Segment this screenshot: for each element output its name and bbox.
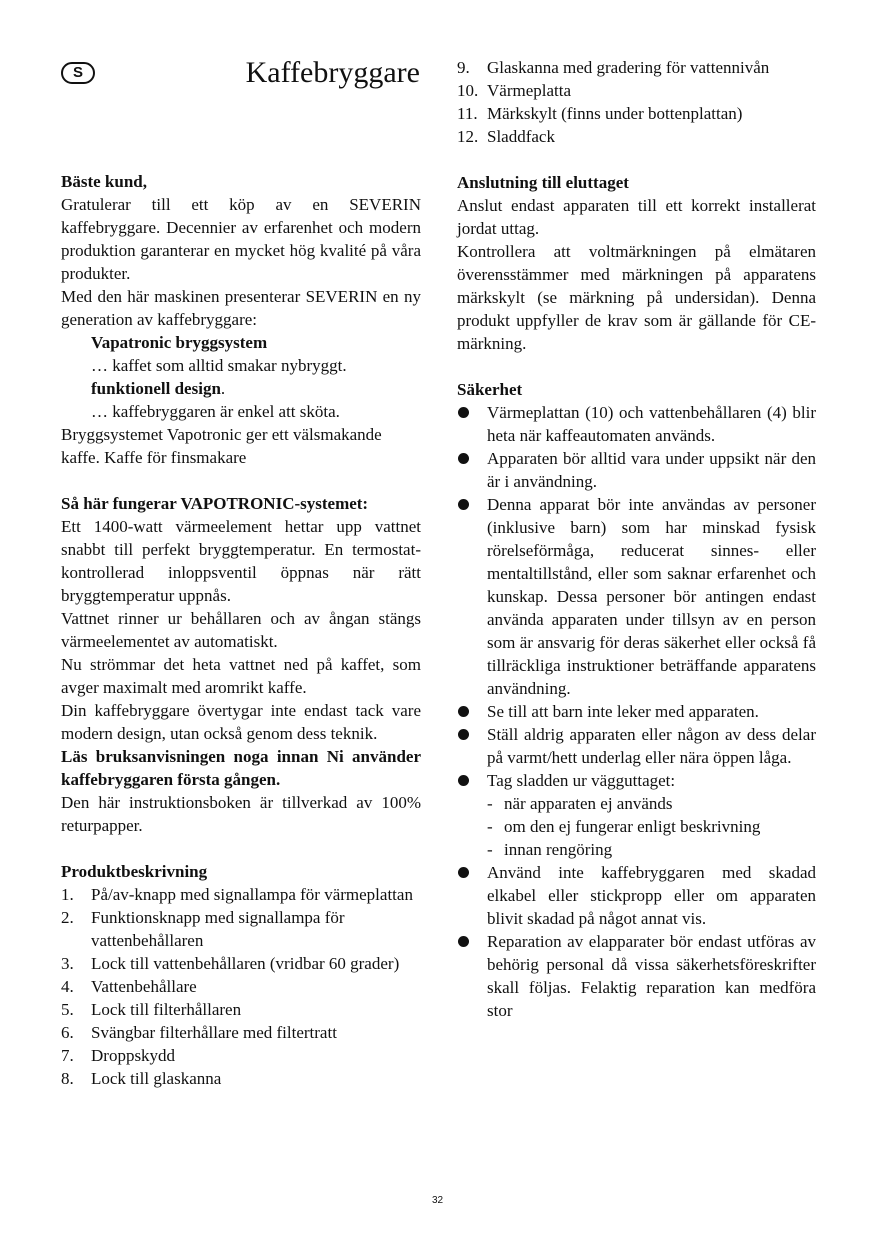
- feature-vapatronic-text: … kaffet som alltid smakar nybryggt.: [91, 356, 347, 375]
- list-item: [61, 998, 421, 1021]
- product-list: [61, 883, 421, 1090]
- connection-paragraph-1: Anslut endast apparaten till ett korrekt installerat jordat uttag.: [457, 196, 816, 238]
- item-text: Ställ aldrig apparaten eller någon av dess delar på varmt/hett underlag eller nära öppen låga.: [487, 725, 816, 767]
- safety-list: [457, 401, 816, 1022]
- greeting: Bäste kund,: [61, 172, 147, 191]
- list-item: [457, 769, 816, 861]
- item-text: Se till att barn inte leker med apparaten.: [487, 702, 759, 721]
- page-title: Kaffebryggare: [245, 56, 420, 89]
- list-item: [61, 952, 421, 975]
- list-item: [457, 700, 816, 723]
- feature-design-title: funktionell design: [91, 379, 221, 398]
- list-item: [61, 883, 421, 906]
- item-text: när apparaten ej används: [504, 794, 673, 813]
- dash-marker: -: [487, 840, 493, 859]
- system-paragraph: Bryggsystemet Vapotronic ger ett välsmakande kaffe. Kaffe för finsmakare: [61, 425, 382, 467]
- list-item: [457, 447, 816, 493]
- sublist-item: [487, 838, 816, 861]
- how-paragraph-3: Nu strömmar det heta vattnet ned på kaffet, som avger maximalt med aromrikt kaffe.: [61, 655, 421, 697]
- product-list-continued: [457, 56, 816, 148]
- feature-design-dot: .: [220, 379, 226, 398]
- item-text: Värmeplattan (10) och vattenbehållaren (4) blir heta när kaffeautomaten används.: [487, 403, 816, 445]
- how-paragraph-1: Ett 1400-watt värmeelement hettar upp vattnet snabbt till perfekt bryggtemperatur. En termostat-kontrollerad inloppsventil öppnas när rätt bryggtemperatur uppnås.: [61, 517, 421, 605]
- presents-paragraph: Med den här maskinen presenterar SEVERIN en ny generation av kaffebryggare:: [61, 287, 421, 329]
- list-item: [61, 1067, 421, 1090]
- list-item: [457, 493, 816, 700]
- list-item: [61, 1021, 421, 1044]
- feature-design-line: [61, 377, 421, 400]
- list-item: [457, 723, 816, 769]
- list-item: [61, 975, 421, 998]
- bullet-icon: [458, 729, 469, 740]
- recycled-paper-note: Den här instruktionsboken är tillverkad av 100% returpapper.: [61, 793, 421, 835]
- list-item: [457, 930, 816, 1022]
- feature-design-text: … kaffebryggaren är enkel att sköta.: [91, 402, 340, 421]
- list-item: [457, 102, 816, 125]
- item-text: Lock till glaskanna: [91, 1069, 222, 1088]
- bullet-icon: [458, 706, 469, 717]
- right-column: [457, 56, 816, 1022]
- bullet-icon: [458, 453, 469, 464]
- item-text: Droppskydd: [91, 1046, 176, 1065]
- item-text: Vattenbehållare: [91, 977, 197, 996]
- item-text: innan rengöring: [504, 840, 613, 859]
- item-number: 10.: [457, 81, 479, 100]
- list-item: [457, 401, 816, 447]
- list-item: [457, 125, 816, 148]
- left-column: [61, 170, 421, 1090]
- bullet-icon: [458, 407, 469, 418]
- item-number: 1.: [61, 885, 74, 904]
- page-number: 32: [431, 1195, 444, 1206]
- dash-marker: -: [487, 817, 493, 836]
- feature-vapatronic-title: Vapatronic bryggsystem: [91, 333, 268, 352]
- item-text: Glaskanna med gradering för vattennivån: [487, 58, 770, 77]
- how-it-works-heading: Så här fungerar VAPOTRONIC-systemet:: [61, 494, 369, 513]
- bullet-icon: [458, 499, 469, 510]
- connection-heading: Anslutning till eluttaget: [457, 173, 629, 192]
- item-text: Värmeplatta: [487, 81, 572, 100]
- item-number: 3.: [61, 954, 74, 973]
- bullet-icon: [458, 867, 469, 878]
- connection-paragraph-2: Kontrollera att voltmärkningen på elmätaren överensstämmer med märkningen på apparatens märkskylt (se märkning på undersidan). Denna produkt uppfyller de krav som är gällande för CE-märkning.: [457, 242, 816, 353]
- list-item: [457, 861, 816, 930]
- item-text: Lock till vattenbehållaren (vridbar 60 grader): [91, 954, 400, 973]
- item-text: Apparaten bör alltid vara under uppsikt när den är i användning.: [487, 449, 816, 491]
- bullet-icon: [458, 775, 469, 786]
- item-number: 6.: [61, 1023, 74, 1042]
- item-number: 12.: [457, 127, 479, 146]
- product-description-heading: Produktbeskrivning: [61, 862, 208, 881]
- how-paragraph-2: Vattnet rinner ur behållaren och av ångan stängs värmeelementet av automatiskt.: [61, 609, 421, 651]
- list-item: [457, 56, 816, 79]
- item-text: om den ej fungerar enligt beskrivning: [504, 817, 761, 836]
- list-item: [61, 1044, 421, 1067]
- item-text: Reparation av elapparater bör endast utföras av behörig personal då vissa säkerhetsföreskrifter skall följas. Felaktig reparation kan medföra stor: [487, 932, 816, 1020]
- sublist-item: [487, 792, 816, 815]
- item-number: 2.: [61, 908, 74, 927]
- item-number: 4.: [61, 977, 74, 996]
- item-text: Funktionsknapp med signallampa för vattenbehållaren: [91, 908, 345, 950]
- list-item: [457, 79, 816, 102]
- item-text: På/av-knapp med signallampa för värmeplattan: [91, 885, 413, 904]
- unplug-sublist: [487, 792, 816, 861]
- item-text: Denna apparat bör inte användas av personer (inklusive barn) som har minskad fysisk rörelseförmåga, reducerat sinnes- eller mentaltillstånd, eller som saknar erfarenhet och kunskap. Dessa personer bör antingen endast använda apparaten under tillsyn av en person som är ansvarig för deras säkerhet eller också få tillräckliga instruktioner beträffande apparatens användning.: [487, 495, 816, 698]
- language-badge: S: [61, 62, 95, 84]
- intro-paragraph: Gratulerar till ett köp av en SEVERIN kaffebryggare. Decennier av erfarenhet och modern produktion garanterar en mycket hög kvalité på våra produkter.: [61, 195, 421, 283]
- item-text: Svängbar filterhållare med filtertratt: [91, 1023, 337, 1042]
- dash-marker: -: [487, 794, 493, 813]
- item-number: 7.: [61, 1046, 74, 1065]
- safety-heading: Säkerhet: [457, 380, 523, 399]
- bullet-icon: [458, 936, 469, 947]
- item-number: 11.: [457, 104, 478, 123]
- how-paragraph-4: Din kaffebryggare övertygar inte endast tack vare modern design, utan också genom dess teknik.: [61, 701, 421, 743]
- list-item: [61, 906, 421, 952]
- sublist-item: [487, 815, 816, 838]
- item-text: Lock till filterhållaren: [91, 1000, 242, 1019]
- item-text: Tag sladden ur vägguttaget:: [487, 771, 676, 790]
- item-text: Sladdfack: [487, 127, 555, 146]
- item-number: 8.: [61, 1069, 74, 1088]
- item-number: 5.: [61, 1000, 74, 1019]
- item-number: 9.: [457, 58, 470, 77]
- item-text: Märkskylt (finns under bottenplattan): [487, 104, 743, 123]
- item-text: Använd inte kaffebryggaren med skadad elkabel eller stickpropp eller om apparaten blivit skadad på något annat vis.: [487, 863, 816, 928]
- read-manual-notice: Läs bruksanvisningen noga innan Ni använder kaffebryggaren första gången.: [61, 747, 421, 789]
